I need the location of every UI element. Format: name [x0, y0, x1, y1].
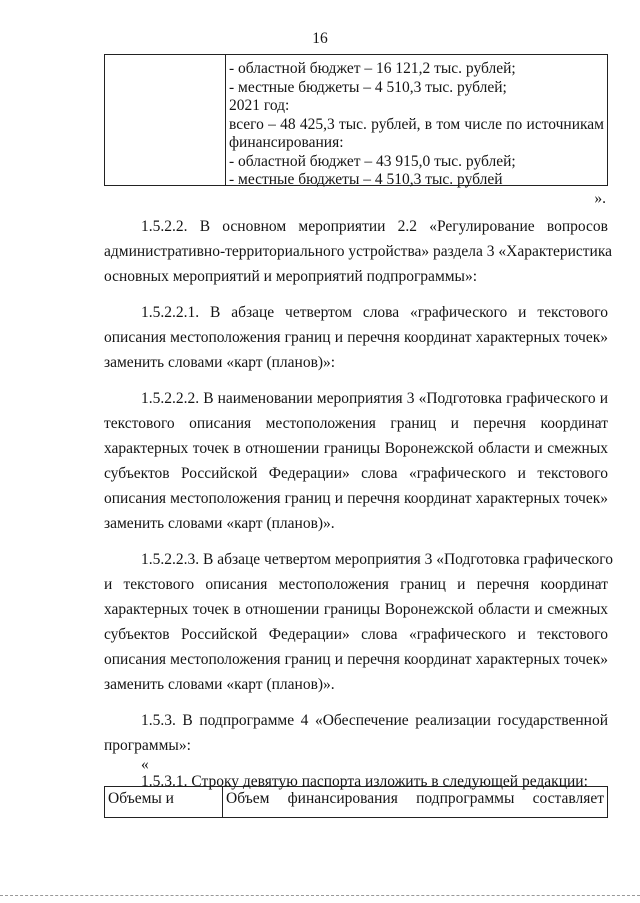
text-line: основных мероприятий и мероприятий подпрограммы»:	[104, 268, 478, 285]
table-cell-content	[226, 55, 607, 188]
table-line: 2021 год:	[229, 97, 290, 114]
paragraph-1-5-2-2	[104, 214, 613, 289]
text-line: программы»:	[104, 737, 191, 754]
text-line: характерных точек в отношении границы Воронежской области и смежных	[104, 601, 608, 618]
table-line: - местные бюджеты – 4 510,3 тыс. рублей	[229, 171, 503, 188]
text-line: заменить словами «карт (планов)».	[104, 515, 335, 532]
text-line: 1.5.2.2.1. В абзаце четвертом слова «графического и текстового	[141, 304, 608, 321]
text-line: текстового описания местоположения границ и перечня координат	[104, 415, 608, 432]
text-line: 1.5.2.2.2. В наименовании мероприятия 3 «Подготовка графического и	[141, 390, 608, 407]
paragraph-1-5-2-2-3	[104, 547, 614, 697]
table-cell-content: Объем финансирования подпрограммы составляет	[226, 790, 604, 807]
page-number: 16	[312, 30, 328, 47]
text-line: заменить словами «карт (планов)».	[104, 676, 335, 693]
passport-table	[104, 786, 608, 818]
text-line: и текстового описания местоположения границ и перечня координат	[104, 576, 608, 593]
text-line: 1.5.3.1. Строку девятую паспорта изложить в следующей редакции:	[141, 773, 588, 790]
continued-table	[104, 54, 608, 186]
text-line: субъектов Российской Федерации» слова «графического и текстового	[104, 465, 608, 482]
text-line: характерных точек в отношении границы Воронежской области и смежных	[104, 440, 608, 457]
table-line: всего – 48 425,3 тыс. рублей, в том числе по источникам	[229, 115, 604, 133]
text-line: административно-территориального устройства» раздела 3 «Характеристика	[104, 243, 613, 260]
table-cell-label	[105, 55, 226, 185]
page-edge-line	[0, 895, 640, 897]
text-line: 1.5.3. В подпрограмме 4 «Обеспечение реализации государственной	[141, 712, 608, 729]
paragraph-1-5-2-2-2	[104, 386, 608, 536]
text-line: описания местоположения границ и перечня координат характерных точек»	[104, 490, 608, 507]
closing-quote: ».	[594, 190, 606, 207]
table-line: - местные бюджеты – 4 510,3 тыс. рублей;	[229, 78, 507, 96]
text-line: 1.5.2.2.3. В абзаце четвертом мероприятия 3 «Подготовка графического	[141, 551, 614, 568]
table-line: финансирования:	[229, 134, 344, 151]
table-line: - областной бюджет – 43 915,0 тыс. рублей;	[229, 152, 516, 170]
table-cell-label: Объемы и	[105, 787, 223, 817]
text-line: субъектов Российской Федерации» слова «графического и текстового	[104, 626, 608, 643]
text-line: 1.5.2.2. В основном мероприятии 2.2 «Регулирование вопросов	[141, 218, 608, 235]
text-line: описания местоположения границ и перечня координат характерных точек»	[104, 329, 608, 346]
text-line: описания местоположения границ и перечня координат характерных точек»	[104, 651, 608, 668]
paragraph-1-5-2-2-1	[104, 300, 608, 375]
opening-quote: «	[141, 756, 149, 773]
paragraph-1-5-3	[104, 708, 608, 758]
text-line: заменить словами «карт (планов)»:	[104, 354, 336, 371]
document-body	[104, 214, 614, 805]
table-line: - областной бюджет – 16 121,2 тыс. рублей;	[229, 60, 516, 77]
